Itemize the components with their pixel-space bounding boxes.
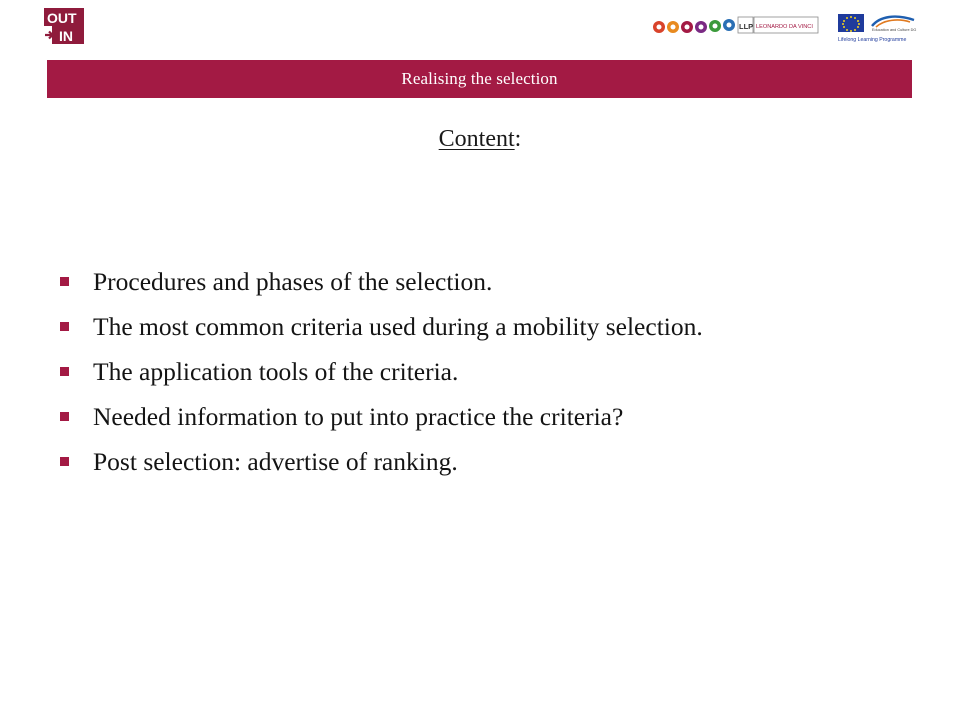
eu-logo-line1: Education and Culture DG xyxy=(872,28,917,32)
square-bullet-icon xyxy=(60,322,69,331)
content-heading xyxy=(0,126,960,153)
list-item-text: Post selection: advertise of ranking. xyxy=(93,447,458,476)
square-bullet-icon xyxy=(60,457,69,466)
list-item-text: The application tools of the criteria. xyxy=(93,357,459,386)
out-in-logo-graphic xyxy=(44,8,84,44)
out-in-logo-top: OUT xyxy=(47,10,77,26)
square-bullet-icon xyxy=(60,367,69,376)
list-item-text: The most common criteria used during a mobility selection. xyxy=(93,312,703,341)
slide-title: Realising the selection xyxy=(401,69,558,88)
square-bullet-icon xyxy=(60,412,69,421)
content-heading-colon: : xyxy=(514,126,522,152)
out-in-logo xyxy=(44,8,84,44)
list-item-text: Needed information to put into practice the criteria? xyxy=(93,402,624,431)
eu-logo-graphic xyxy=(838,12,920,44)
eu-logo-line2: Lifelong Learning Programme xyxy=(838,37,907,43)
square-bullet-icon xyxy=(60,277,69,286)
out-in-logo-bottom: IN xyxy=(59,28,73,44)
llp-badge-text: LLP xyxy=(739,22,754,31)
leonardo-program-text: LEONARDO DA VINCI xyxy=(756,24,813,30)
eu-lifelong-learning-logo xyxy=(838,12,920,44)
title-bar xyxy=(47,60,912,98)
list-item-text: Procedures and phases of the selection. xyxy=(93,267,493,296)
leonardo-strip-graphic xyxy=(652,14,820,36)
lifelong-learning-leonardo-logo xyxy=(652,14,820,36)
content-heading-word: Content xyxy=(438,126,515,152)
